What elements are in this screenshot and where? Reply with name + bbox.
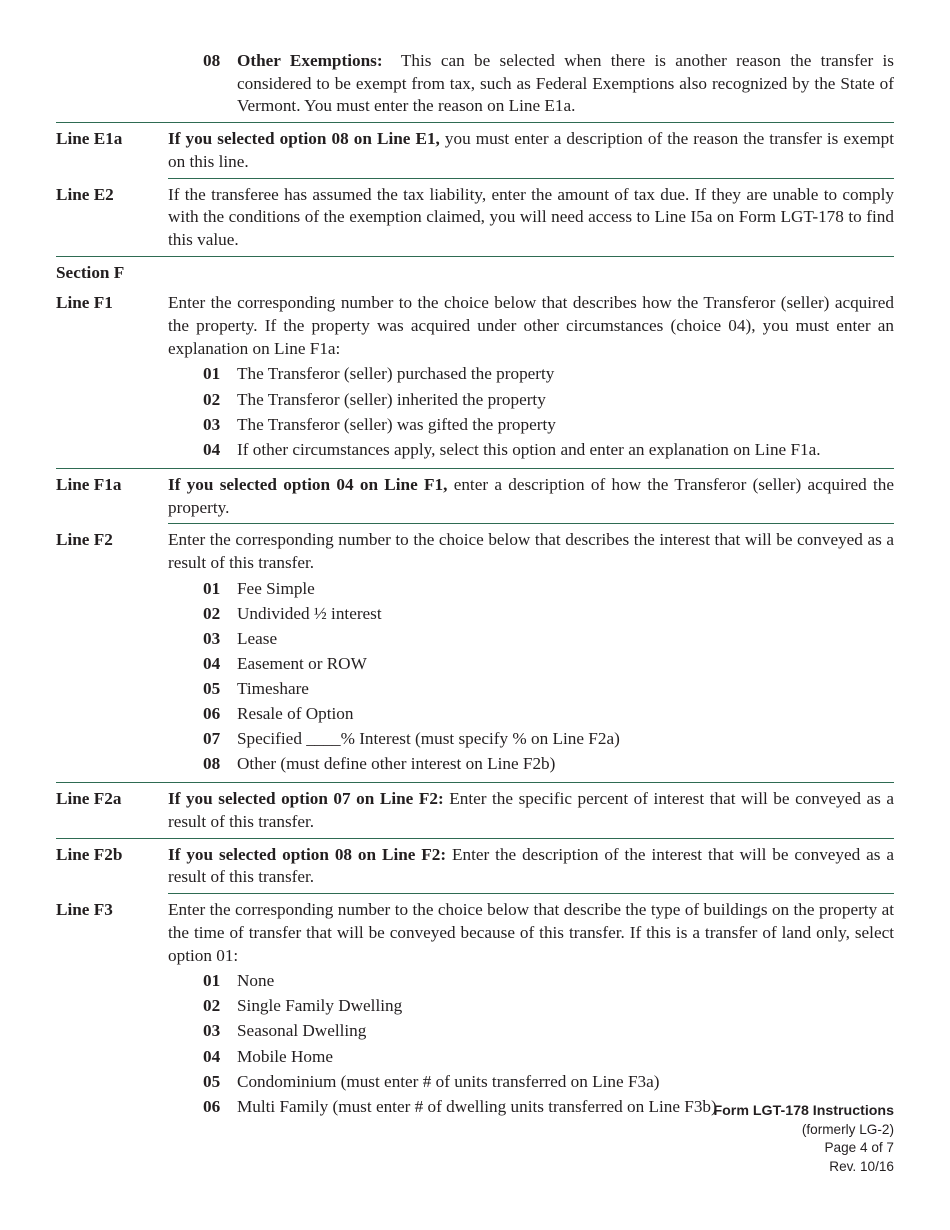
list-item: 01 None [203,971,275,991]
list-item: 05 Timeshare [203,679,309,698]
divider [56,838,894,839]
list-item: 03 The Transferor (seller) was gifted the property [203,414,556,434]
entry-line-f1 [56,292,894,463]
list-item: 05 Condominium (must enter # of units transferred on Line F3a) [203,1071,660,1091]
form-formerly: (formerly LG-2) [801,1121,894,1137]
entry-label: Line F2 [56,530,113,550]
option-list-f1 [168,363,894,461]
entry-text: If the transferee has assumed the tax liability, enter the amount of tax due. If they are unable to comply with the conditions of the exemption claimed, you will need access to Line I5a on Form LGT-178 to find this value. [168,184,894,249]
revision: Rev. 10/16 [829,1158,894,1174]
list-item: 07 Specified ____% Interest (must specify % on Line F2a) [203,729,620,749]
divider [168,178,894,179]
entry-line-f2b [56,844,894,889]
entry-text: you must enter a description of the reason the transfer is exempt on this line. [168,129,894,171]
list-item: 02 The Transferor (seller) inherited the property [203,389,546,409]
list-item: 03 Lease [203,628,278,648]
list-item: 02 Undivided ½ interest [203,603,382,623]
divider [56,256,894,257]
option-e1-08 [56,50,894,118]
divider [168,893,894,894]
page-footer [713,1102,894,1176]
entry-line-e2 [56,184,894,252]
divider [168,523,894,524]
entry-text: enter a description of how the Transferor (seller) acquired the property. [168,474,894,517]
form-title: Form LGT-178 Instructions [713,1103,894,1119]
entry-text: Enter the description of the interest that will be conveyed as a result of this transfer. [168,844,895,887]
list-item: 02 Single Family Dwelling [203,996,403,1016]
entry-text: Enter the corresponding number to the choice below that describe the type of buildings on the property at the time of transfer that will be conveyed because of this transfer. If this is a transfer of land only, select option 01: [168,900,894,965]
option-list-f3 [168,970,894,1118]
option-title: Other Exemptions: [237,51,383,70]
option-text: This can be selected when there is another reason the transfer is considered to be exempt from tax, such as Federal Exemptions also recognized by the State of Vermont. You must enter the reason on Line E1a. [237,51,894,116]
entry-label: Line E2 [56,184,114,204]
entry-condition: If you selected option 08 on Line F2: [168,844,447,864]
entry-label: Line F1a [56,474,122,494]
list-item: 01 Fee Simple [203,578,315,598]
entry-condition: If you selected option 04 on Line F1, [168,474,448,494]
section-label: Section F [56,262,125,282]
list-item: 01 The Transferor (seller) purchased the property [203,364,555,384]
entry-text: Enter the corresponding number to the choice below that describes the interest that will be conveyed as a result of this transfer. [168,530,894,572]
list-item: 06 Resale of Option [203,704,354,724]
entry-line-e1a [56,128,894,173]
entry-line-f2a [56,788,894,833]
list-item: 06 Multi Family (must enter # of dwelling units transferred on Line F3b) [203,1096,717,1116]
entry-label: Line F1 [56,293,113,313]
list-item: 08 Other (must define other interest on Line F2b) [203,754,556,774]
entry-label: Line E1a [56,129,123,149]
entry-label: Line F2b [56,844,123,864]
list-item: 03 Seasonal Dwelling [203,1021,367,1041]
entry-line-f3 [56,899,894,1121]
entry-text: Enter the specific percent of interest that will be conveyed as a result of this transfer. [168,789,894,832]
divider [56,468,894,469]
list-item: 04 If other circumstances apply, select this option and enter an explanation on Line F1a. [203,439,821,459]
entry-condition: If you selected option 07 on Line F2: [168,789,444,809]
divider [56,122,894,123]
page-number: Page 4 of 7 [824,1140,894,1156]
list-item: 04 Mobile Home [203,1046,333,1066]
divider [56,782,894,783]
option-number: 08 [203,51,221,70]
entry-condition: If you selected option 08 on Line E1, [168,129,440,149]
instructions-content [56,50,894,1121]
entry-line-f2 [56,529,894,778]
entry-text: Enter the corresponding number to the choice below that describes how the Transferor (seller) acquired the property. If the property was acquired under other circumstances (choice 04), you must enter an explanation on Line F1a: [168,293,894,358]
list-item: 04 Easement or ROW [203,653,367,673]
entry-label: Line F2a [56,789,122,809]
entry-label: Line F3 [56,900,113,920]
option-list-f2 [168,578,894,776]
entry-line-f1a [56,474,894,519]
section-f-heading [56,262,894,285]
